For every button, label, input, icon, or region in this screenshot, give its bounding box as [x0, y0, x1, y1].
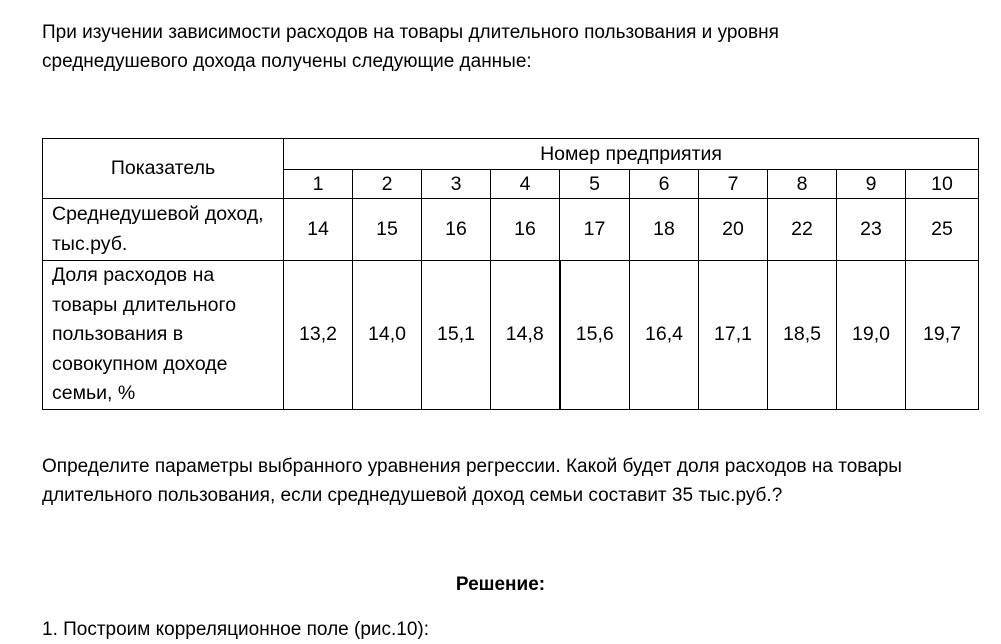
- table-cell: 25: [906, 199, 979, 261]
- solution-heading: Решение:: [455, 574, 546, 595]
- column-number: 10: [906, 170, 979, 199]
- table-cell: 17: [560, 199, 630, 261]
- table-cell: 15: [353, 199, 422, 261]
- step-1-paragraph: 1. Построим корреляционное поле (рис.10):: [42, 619, 430, 640]
- question-paragraph: Определите параметры выбранного уравнения регрессии. Какой будет доля расходов на товары длительного пользования, если среднедушевой доход семьи составит 35 тыс.руб.?: [42, 456, 902, 506]
- table-cell: 19,7: [906, 261, 979, 410]
- table-cell: 23: [837, 199, 906, 261]
- column-number: 7: [699, 170, 768, 199]
- table-cell: 20: [699, 199, 768, 261]
- table-cell: 14: [284, 199, 353, 261]
- row-label-expense-share: Доля расходов на товары длительного пользования в совокупном доходе семьи, %: [43, 261, 284, 410]
- data-table: [42, 138, 979, 410]
- column-number: 9: [837, 170, 906, 199]
- table-row: [43, 261, 979, 410]
- corner-header: Показатель: [43, 139, 284, 199]
- table-cell: 16: [491, 199, 560, 261]
- column-number: 4: [491, 170, 560, 199]
- intro-paragraph: При изучении зависимости расходов на товары длительного пользования и уровня среднедушевого дохода получены следующие данные:: [42, 22, 779, 72]
- table-cell: 16: [422, 199, 491, 261]
- table-cell: 14,8: [491, 261, 560, 410]
- table-cell: 13,2: [284, 261, 353, 410]
- enterprise-number-header: Номер предприятия: [284, 139, 979, 170]
- column-number: 3: [422, 170, 491, 199]
- column-number: 8: [768, 170, 837, 199]
- table-cell: 18,5: [768, 261, 837, 410]
- table-cell: 18: [630, 199, 699, 261]
- table-cell: 14,0: [353, 261, 422, 410]
- column-number: 5: [560, 170, 630, 199]
- column-number: 6: [630, 170, 699, 199]
- table-cell: 15,6: [560, 261, 630, 410]
- table-cell: 19,0: [837, 261, 906, 410]
- column-number: 2: [353, 170, 422, 199]
- row-label-income: Среднедушевой доход, тыс.руб.: [43, 199, 284, 261]
- table-cell: 17,1: [699, 261, 768, 410]
- table-header-row: [43, 139, 979, 170]
- table-row: [43, 199, 979, 261]
- table-cell: 15,1: [422, 261, 491, 410]
- table-cell: 16,4: [630, 261, 699, 410]
- column-number: 1: [284, 170, 353, 199]
- table-cell: 22: [768, 199, 837, 261]
